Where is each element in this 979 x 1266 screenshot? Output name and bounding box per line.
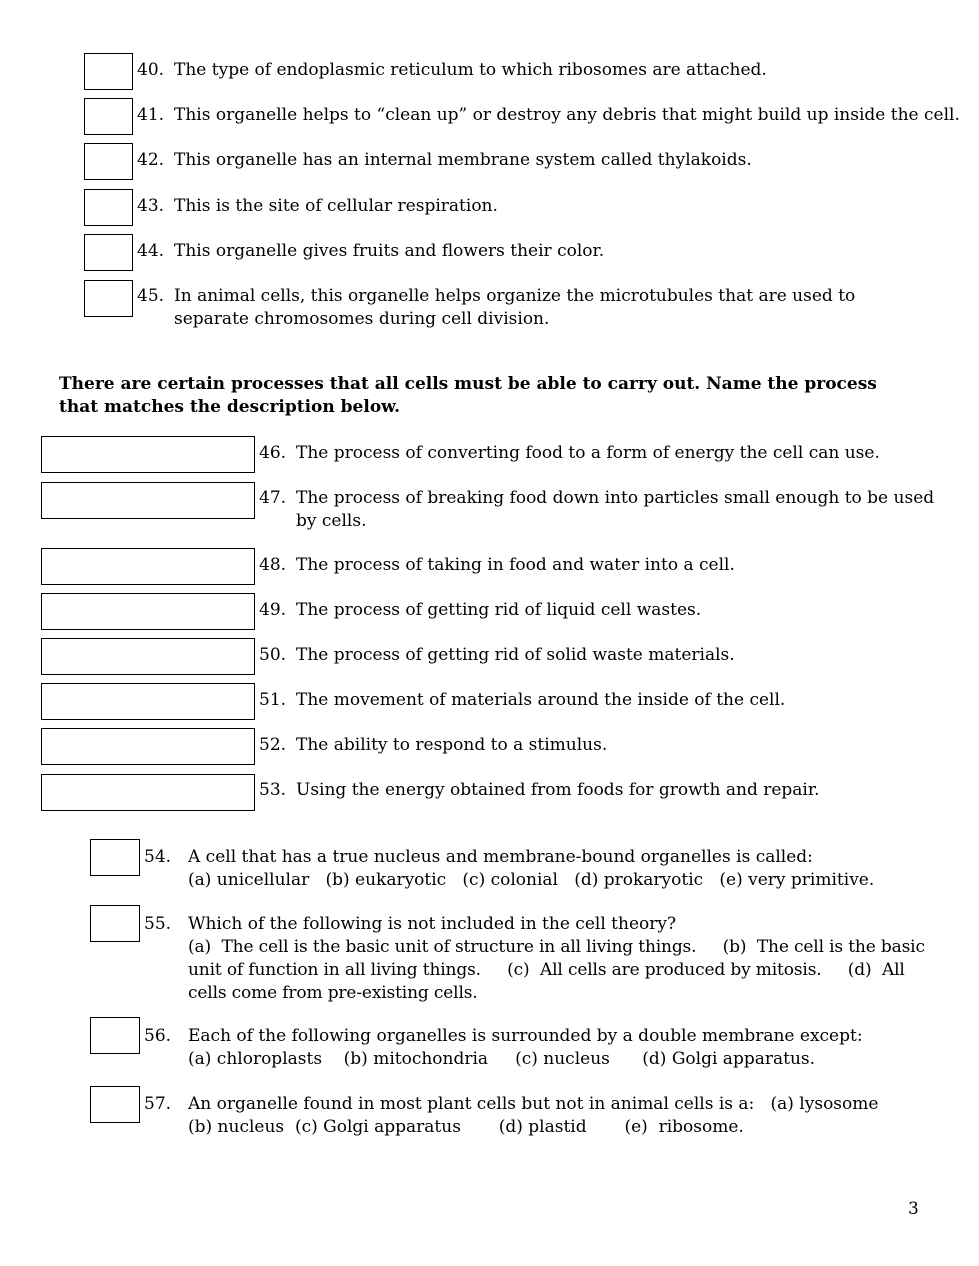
question-text: Using the energy obtained from foods for growth and repair. [296,780,820,800]
answer-options: (a) chloroplasts (b) mitochondria (c) nucleus (d) Golgi apparatus. [188,1049,816,1069]
answer-box-44[interactable] [84,234,133,271]
question-number: 47. [259,488,287,508]
question-number: 57. [144,1094,172,1114]
question-text: The process of converting food to a form of energy the cell can use. [296,443,880,463]
answer-box-40[interactable] [84,53,133,90]
question-number: 49. [259,600,287,620]
question-text: This organelle helps to “clean up” or destroy any debris that might build up inside the cell. [174,105,960,125]
question-text: The ability to respond to a stimulus. [296,735,608,755]
page-number: 3 [908,1199,919,1219]
answer-box-43[interactable] [84,189,133,226]
question-number: 51. [259,690,287,710]
question-number: 55. [144,914,172,934]
question-text: The type of endoplasmic reticulum to which ribosomes are attached. [174,60,767,80]
answer-box-50[interactable] [41,638,255,675]
answer-options: (a) The cell is the basic unit of structure in all living things. (b) The cell is the basic unit of function in all living things. (c) All cells are produced by mitosis. (d) All cells come from pre-existing cells. [188,937,931,1003]
question-text: This organelle has an internal membrane system called thylakoids. [174,150,752,170]
section-heading: There are certain processes that all cells must be able to carry out. Name the process that matches the description below. [59,374,877,417]
answer-box-47[interactable] [41,482,255,519]
question-body [188,1093,928,1139]
answer-box-51[interactable] [41,683,255,720]
question-number: 42. [137,150,165,170]
question-body [188,846,928,892]
answer-box-53[interactable] [41,774,255,811]
question-text: The process of breaking food down into particles small enough to be used by cells. [296,488,935,531]
answer-box-42[interactable] [84,143,133,180]
question-text: Each of the following organelles is surrounded by a double membrane except: [188,1026,863,1046]
question-text: The process of getting rid of solid waste materials. [296,645,735,665]
answer-box-56[interactable] [90,1017,140,1054]
question-number: 54. [144,847,172,867]
question-text: The process of getting rid of liquid cell wastes. [296,600,702,620]
question-number: 48. [259,555,287,575]
answer-box-41[interactable] [84,98,133,135]
question-number: 56. [144,1026,172,1046]
answer-options: (b) nucleus (c) Golgi apparatus (d) plastid (e) ribosome. [188,1117,744,1137]
question-text: In animal cells, this organelle helps organize the microtubules that are used to separate chromosomes during cell division. [174,286,856,329]
answer-options: (a) unicellular (b) eukaryotic (c) colonial (d) prokaryotic (e) very primitive. [188,870,875,890]
answer-box-57[interactable] [90,1086,140,1123]
question-text: Which of the following is not included in the cell theory? [188,914,677,934]
question-text: An organelle found in most plant cells but not in animal cells is a: (a) lysosome [188,1094,879,1114]
question-number: 46. [259,443,287,463]
question-number: 50. [259,645,287,665]
question-body [188,913,931,1005]
answer-box-49[interactable] [41,593,255,630]
answer-box-46[interactable] [41,436,255,473]
answer-box-54[interactable] [90,839,140,876]
question-body [188,1025,928,1071]
question-number: 45. [137,286,165,306]
question-number: 40. [137,60,165,80]
question-number: 43. [137,196,165,216]
question-text: A cell that has a true nucleus and membrane-bound organelles is called: [188,847,813,867]
question-text: The process of taking in food and water into a cell. [296,555,735,575]
question-number: 41. [137,105,165,125]
answer-box-55[interactable] [90,905,140,942]
question-number: 53. [259,780,287,800]
answer-box-45[interactable] [84,280,133,317]
question-number: 44. [137,241,165,261]
question-number: 52. [259,735,287,755]
question-text: This organelle gives fruits and flowers their color. [174,241,605,261]
answer-box-48[interactable] [41,548,255,585]
answer-box-52[interactable] [41,728,255,765]
question-text: The movement of materials around the inside of the cell. [296,690,786,710]
question-text: This is the site of cellular respiration. [174,196,498,216]
